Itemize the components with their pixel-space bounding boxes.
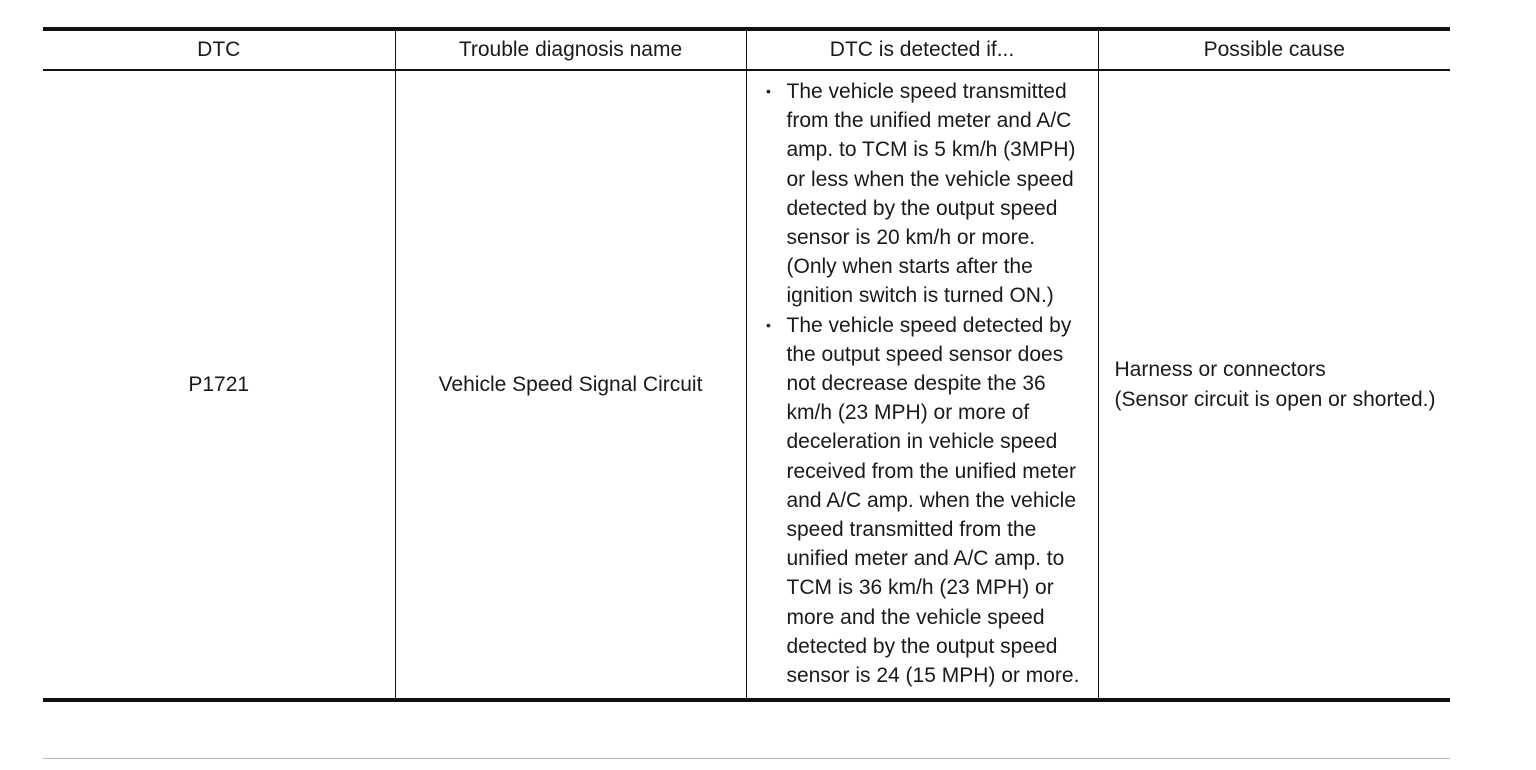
header-row [43, 29, 1450, 70]
table-header [43, 29, 1450, 70]
condition-item [763, 311, 1086, 691]
dtc-table [43, 27, 1450, 702]
header-dtc-detected-if: DTC is detected if... [746, 29, 1098, 70]
bottom-rule [43, 758, 1450, 759]
detection-conditions [746, 70, 1098, 700]
dtc-code: P1721 [188, 373, 250, 397]
header-dtc: DTC [197, 38, 241, 62]
table-row [43, 70, 1450, 700]
condition-text: The vehicle speed detected by the output speed sensor does not decrease despite the 36 km/h (23 MPH) or more of deceleration in vehicle speed received from the unified meter and A/C amp. when the vehicle speed transmitted from the unified meter and A/C amp. to TCM is 36 km/h (23 MPH) or more and the vehicle speed detected by the output speed sensor is 24 (15 MPH) or more. [786, 313, 1080, 688]
cause-line: Harness or connectors [1114, 358, 1326, 382]
table-body [43, 70, 1450, 700]
bullet-icon: • [766, 316, 771, 333]
bullet-icon: • [766, 83, 771, 99]
header-possible-cause: Possible cause [1098, 29, 1450, 70]
possible-cause [1098, 70, 1450, 700]
cause-line: (Sensor circuit is open or shorted.) [1114, 387, 1436, 411]
condition-item [763, 77, 1086, 311]
condition-list [763, 77, 1086, 690]
condition-text: The vehicle speed transmitted from the unified meter and A/C amp. to TCM is 5 km/​h (3MPH) or less when the vehicle speed detected by the output speed sensor is 20 km/h or more. (Only when starts after the ignition switch is turned ON.) [786, 80, 1076, 308]
trouble-diagnosis-name: Vehicle Speed Signal Circuit [395, 70, 746, 700]
header-trouble-diagnosis-name: Trouble diagnosis name [395, 29, 746, 70]
